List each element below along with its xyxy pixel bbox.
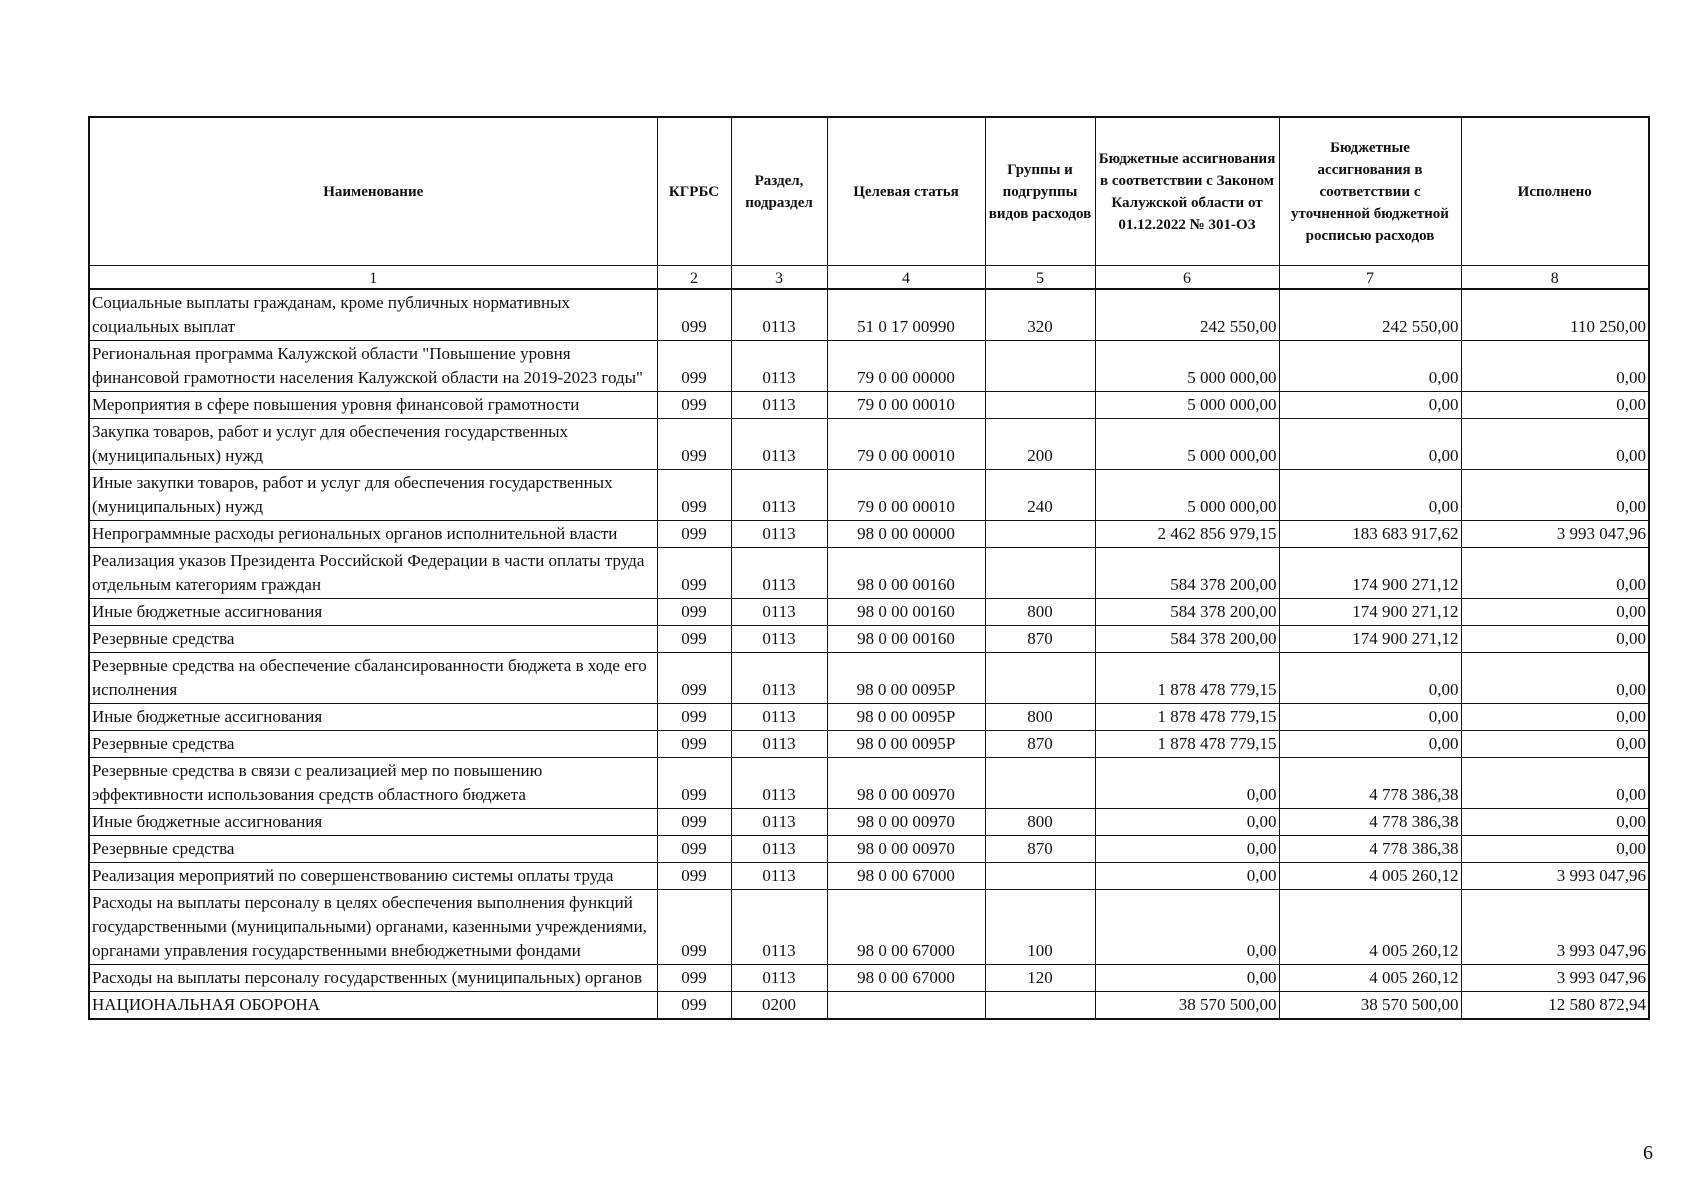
column-number: 2 (657, 266, 731, 290)
cell-kgrbs: 099 (657, 626, 731, 653)
cell-done: 0,00 (1461, 809, 1649, 836)
cell-kgrbs: 099 (657, 419, 731, 470)
cell-law: 584 378 200,00 (1095, 548, 1279, 599)
page-number: 6 (1643, 1142, 1653, 1164)
cell-vid (985, 758, 1095, 809)
column-number: 4 (827, 266, 985, 290)
cell-razdel: 0113 (731, 341, 827, 392)
cell-law: 38 570 500,00 (1095, 992, 1279, 1020)
cell-name: Непрограммные расходы региональных органов исполнительной власти (89, 521, 657, 548)
cell-law: 0,00 (1095, 965, 1279, 992)
cell-statya: 79 0 00 00010 (827, 392, 985, 419)
cell-rospis: 4 778 386,38 (1279, 758, 1461, 809)
table-row (89, 704, 1649, 731)
cell-vid: 200 (985, 419, 1095, 470)
cell-razdel: 0113 (731, 809, 827, 836)
cell-razdel: 0113 (731, 626, 827, 653)
cell-razdel: 0113 (731, 419, 827, 470)
cell-rospis: 0,00 (1279, 470, 1461, 521)
cell-vid: 870 (985, 836, 1095, 863)
cell-razdel: 0113 (731, 653, 827, 704)
header-kgrbs: КГРБС (657, 117, 731, 266)
table-row (89, 653, 1649, 704)
cell-kgrbs: 099 (657, 863, 731, 890)
table-row (89, 992, 1649, 1020)
cell-statya: 98 0 00 67000 (827, 890, 985, 965)
cell-name: Иные бюджетные ассигнования (89, 704, 657, 731)
cell-rospis: 38 570 500,00 (1279, 992, 1461, 1020)
cell-rospis: 4 005 260,12 (1279, 890, 1461, 965)
table-row (89, 289, 1649, 341)
cell-name: Резервные средства (89, 626, 657, 653)
cell-law: 1 878 478 779,15 (1095, 731, 1279, 758)
header-razdel: Раздел, подраздел (731, 117, 827, 266)
cell-razdel: 0113 (731, 392, 827, 419)
cell-name: Региональная программа Калужской области "Повышение уровня финансовой грамотности населения Калужской области на 2019-2023 годы" (89, 341, 657, 392)
cell-law: 584 378 200,00 (1095, 626, 1279, 653)
cell-vid: 100 (985, 890, 1095, 965)
cell-vid (985, 863, 1095, 890)
cell-name: Социальные выплаты гражданам, кроме публичных нормативных социальных выплат (89, 289, 657, 341)
cell-vid (985, 653, 1095, 704)
cell-kgrbs: 099 (657, 758, 731, 809)
cell-razdel: 0113 (731, 470, 827, 521)
cell-done: 0,00 (1461, 470, 1649, 521)
cell-razdel: 0113 (731, 289, 827, 341)
cell-kgrbs: 099 (657, 392, 731, 419)
table-row (89, 836, 1649, 863)
cell-vid: 800 (985, 809, 1095, 836)
cell-vid: 870 (985, 626, 1095, 653)
cell-law: 5 000 000,00 (1095, 341, 1279, 392)
cell-kgrbs: 099 (657, 992, 731, 1020)
cell-rospis: 0,00 (1279, 341, 1461, 392)
cell-done: 0,00 (1461, 836, 1649, 863)
cell-vid (985, 992, 1095, 1020)
cell-kgrbs: 099 (657, 470, 731, 521)
cell-done: 3 993 047,96 (1461, 863, 1649, 890)
cell-kgrbs: 099 (657, 599, 731, 626)
cell-done: 0,00 (1461, 341, 1649, 392)
cell-name: Иные бюджетные ассигнования (89, 809, 657, 836)
cell-statya: 98 0 00 67000 (827, 863, 985, 890)
cell-statya: 98 0 00 0095Р (827, 731, 985, 758)
cell-kgrbs: 099 (657, 731, 731, 758)
cell-vid: 800 (985, 599, 1095, 626)
cell-kgrbs: 099 (657, 289, 731, 341)
cell-law: 5 000 000,00 (1095, 470, 1279, 521)
cell-rospis: 0,00 (1279, 392, 1461, 419)
table-row (89, 599, 1649, 626)
cell-done: 0,00 (1461, 392, 1649, 419)
cell-razdel: 0113 (731, 965, 827, 992)
table-row (89, 809, 1649, 836)
cell-kgrbs: 099 (657, 965, 731, 992)
cell-name: Резервные средства (89, 836, 657, 863)
cell-name: Реализация указов Президента Российской Федерации в части оплаты труда отдельным категориям граждан (89, 548, 657, 599)
column-number: 7 (1279, 266, 1461, 290)
cell-done: 0,00 (1461, 599, 1649, 626)
cell-done: 0,00 (1461, 419, 1649, 470)
cell-rospis: 4 778 386,38 (1279, 809, 1461, 836)
column-number: 5 (985, 266, 1095, 290)
header-law: Бюджетные ассигнования в соответствии с Законом Калужской области от 01.12.2022 № 301-ОЗ (1095, 117, 1279, 266)
cell-rospis: 242 550,00 (1279, 289, 1461, 341)
cell-kgrbs: 099 (657, 653, 731, 704)
cell-done: 0,00 (1461, 704, 1649, 731)
cell-law: 1 878 478 779,15 (1095, 704, 1279, 731)
header-rospis: Бюджетные ассигнования в соответствии с уточненной бюджетной росписью расходов (1279, 117, 1461, 266)
cell-statya: 98 0 00 00160 (827, 626, 985, 653)
cell-rospis: 174 900 271,12 (1279, 548, 1461, 599)
header-name: Наименование (89, 117, 657, 266)
cell-kgrbs: 099 (657, 548, 731, 599)
cell-statya: 98 0 00 0095Р (827, 653, 985, 704)
cell-statya: 98 0 00 67000 (827, 965, 985, 992)
cell-statya: 79 0 00 00010 (827, 470, 985, 521)
cell-law: 242 550,00 (1095, 289, 1279, 341)
cell-razdel: 0200 (731, 992, 827, 1020)
cell-law: 0,00 (1095, 836, 1279, 863)
table-row (89, 419, 1649, 470)
cell-vid: 120 (985, 965, 1095, 992)
cell-name: Резервные средства в связи с реализацией мер по повышению эффективности использования средств областного бюджета (89, 758, 657, 809)
cell-done: 110 250,00 (1461, 289, 1649, 341)
cell-statya: 98 0 00 00160 (827, 599, 985, 626)
cell-statya: 98 0 00 00160 (827, 548, 985, 599)
header-done: Исполнено (1461, 117, 1649, 266)
cell-rospis: 4 778 386,38 (1279, 836, 1461, 863)
cell-done: 12 580 872,94 (1461, 992, 1649, 1020)
cell-vid: 870 (985, 731, 1095, 758)
column-number: 6 (1095, 266, 1279, 290)
cell-name: Резервные средства (89, 731, 657, 758)
table-row (89, 521, 1649, 548)
cell-razdel: 0113 (731, 863, 827, 890)
cell-done: 3 993 047,96 (1461, 521, 1649, 548)
cell-rospis: 174 900 271,12 (1279, 626, 1461, 653)
budget-table (88, 116, 1650, 1020)
cell-statya: 79 0 00 00000 (827, 341, 985, 392)
cell-kgrbs: 099 (657, 341, 731, 392)
table-row (89, 863, 1649, 890)
table-body (89, 289, 1649, 1019)
header-vid: Группы и подгруппы видов расходов (985, 117, 1095, 266)
table-header-row (89, 117, 1649, 266)
cell-rospis: 0,00 (1279, 731, 1461, 758)
cell-name: Расходы на выплаты персоналу в целях обеспечения выполнения функций государственными (муниципальными) органами, казенными учреждениями, органами управления государственными внебюджетными фондами (89, 890, 657, 965)
header-statya: Целевая статья (827, 117, 985, 266)
table-row (89, 758, 1649, 809)
cell-razdel: 0113 (731, 890, 827, 965)
cell-vid (985, 548, 1095, 599)
table-row (89, 392, 1649, 419)
cell-rospis: 4 005 260,12 (1279, 965, 1461, 992)
cell-razdel: 0113 (731, 731, 827, 758)
cell-vid: 240 (985, 470, 1095, 521)
cell-razdel: 0113 (731, 758, 827, 809)
cell-kgrbs: 099 (657, 521, 731, 548)
table-row (89, 965, 1649, 992)
table-row (89, 548, 1649, 599)
cell-kgrbs: 099 (657, 836, 731, 863)
table-row (89, 890, 1649, 965)
cell-rospis: 0,00 (1279, 653, 1461, 704)
cell-razdel: 0113 (731, 704, 827, 731)
cell-vid (985, 341, 1095, 392)
cell-done: 0,00 (1461, 758, 1649, 809)
cell-rospis: 0,00 (1279, 419, 1461, 470)
cell-name: Резервные средства на обеспечение сбалансированности бюджета в ходе его исполнения (89, 653, 657, 704)
cell-kgrbs: 099 (657, 704, 731, 731)
cell-kgrbs: 099 (657, 809, 731, 836)
cell-done: 0,00 (1461, 731, 1649, 758)
cell-name: НАЦИОНАЛЬНАЯ ОБОРОНА (89, 992, 657, 1020)
cell-name: Мероприятия в сфере повышения уровня финансовой грамотности (89, 392, 657, 419)
cell-name: Иные закупки товаров, работ и услуг для обеспечения государственных (муниципальных) нужд (89, 470, 657, 521)
cell-razdel: 0113 (731, 548, 827, 599)
cell-rospis: 183 683 917,62 (1279, 521, 1461, 548)
cell-name: Закупка товаров, работ и услуг для обеспечения государственных (муниципальных) нужд (89, 419, 657, 470)
cell-statya: 51 0 17 00990 (827, 289, 985, 341)
cell-name: Реализация мероприятий по совершенствованию системы оплаты труда (89, 863, 657, 890)
cell-law: 0,00 (1095, 809, 1279, 836)
cell-law: 584 378 200,00 (1095, 599, 1279, 626)
cell-done: 0,00 (1461, 653, 1649, 704)
cell-vid (985, 521, 1095, 548)
cell-law: 0,00 (1095, 890, 1279, 965)
cell-law: 5 000 000,00 (1095, 419, 1279, 470)
table-row (89, 341, 1649, 392)
cell-done: 0,00 (1461, 626, 1649, 653)
cell-kgrbs: 099 (657, 890, 731, 965)
cell-razdel: 0113 (731, 521, 827, 548)
cell-vid (985, 392, 1095, 419)
cell-statya: 98 0 00 00000 (827, 521, 985, 548)
column-number: 1 (89, 266, 657, 290)
cell-statya: 98 0 00 00970 (827, 809, 985, 836)
cell-statya: 98 0 00 00970 (827, 836, 985, 863)
cell-done: 0,00 (1461, 548, 1649, 599)
cell-name: Иные бюджетные ассигнования (89, 599, 657, 626)
table-row (89, 731, 1649, 758)
cell-name: Расходы на выплаты персоналу государственных (муниципальных) органов (89, 965, 657, 992)
cell-razdel: 0113 (731, 599, 827, 626)
column-number-row (89, 266, 1649, 290)
cell-statya (827, 992, 985, 1020)
cell-rospis: 4 005 260,12 (1279, 863, 1461, 890)
cell-statya: 98 0 00 00970 (827, 758, 985, 809)
cell-law: 1 878 478 779,15 (1095, 653, 1279, 704)
cell-vid: 800 (985, 704, 1095, 731)
cell-razdel: 0113 (731, 836, 827, 863)
cell-law: 2 462 856 979,15 (1095, 521, 1279, 548)
cell-law: 0,00 (1095, 758, 1279, 809)
cell-done: 3 993 047,96 (1461, 965, 1649, 992)
cell-rospis: 0,00 (1279, 704, 1461, 731)
cell-law: 0,00 (1095, 863, 1279, 890)
cell-rospis: 174 900 271,12 (1279, 599, 1461, 626)
table-row (89, 626, 1649, 653)
cell-done: 3 993 047,96 (1461, 890, 1649, 965)
column-number: 8 (1461, 266, 1649, 290)
cell-statya: 98 0 00 0095Р (827, 704, 985, 731)
cell-vid: 320 (985, 289, 1095, 341)
table-row (89, 470, 1649, 521)
column-number: 3 (731, 266, 827, 290)
cell-law: 5 000 000,00 (1095, 392, 1279, 419)
cell-statya: 79 0 00 00010 (827, 419, 985, 470)
